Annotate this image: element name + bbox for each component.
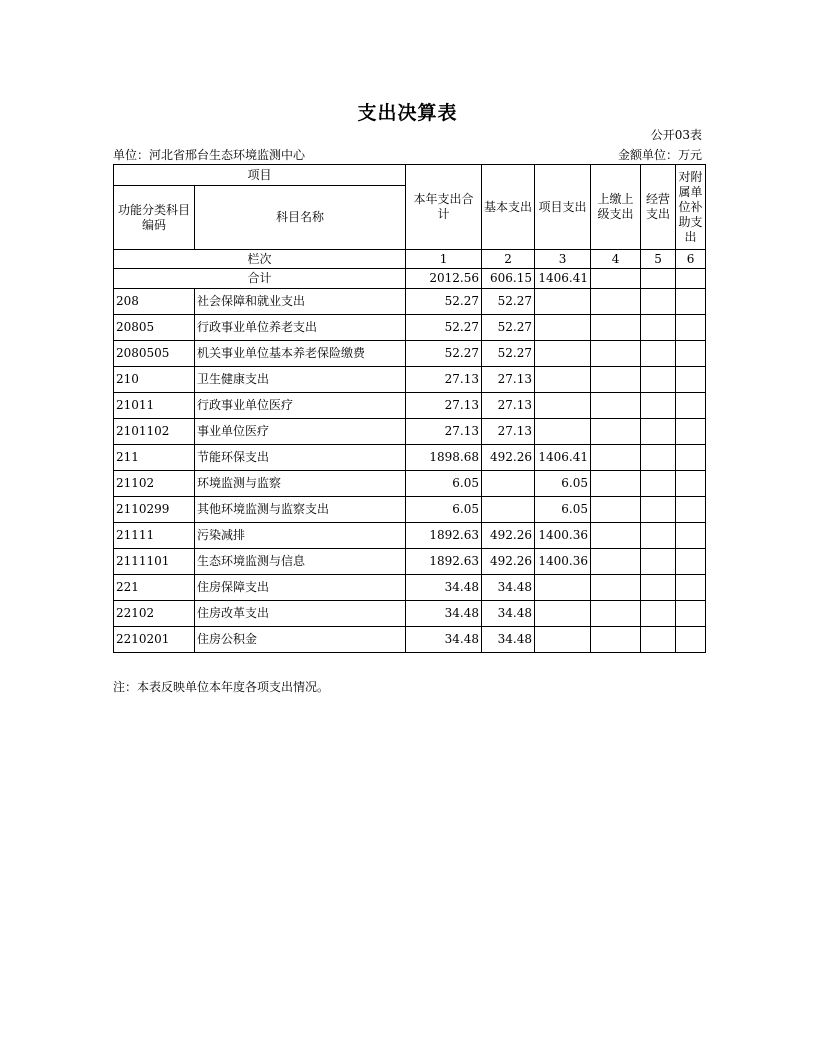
cell-upper <box>591 575 641 601</box>
cell-affiliate <box>676 523 706 549</box>
cell-basic: 27.13 <box>482 393 535 419</box>
cell-basic: 492.26 <box>482 445 535 471</box>
cell-code: 211 <box>114 445 195 471</box>
cell-total: 34.48 <box>406 627 482 653</box>
cell-total: 6.05 <box>406 471 482 497</box>
cell-upper <box>591 497 641 523</box>
cell-upper <box>591 419 641 445</box>
cell-code: 210 <box>114 367 195 393</box>
cell-name: 机关事业单位基本养老保险缴费 <box>195 341 406 367</box>
table-row <box>114 341 706 367</box>
col-num-4: 4 <box>591 250 641 269</box>
table-row <box>114 497 706 523</box>
cell-name: 事业单位医疗 <box>195 419 406 445</box>
cell-code: 2111101 <box>114 549 195 575</box>
cell-project <box>535 289 591 315</box>
table-row <box>114 315 706 341</box>
cell-project <box>535 367 591 393</box>
cell-total: 27.13 <box>406 393 482 419</box>
cell-business <box>641 289 676 315</box>
cell-project <box>535 393 591 419</box>
footnote: 注：本表反映单位本年度各项支出情况。 <box>113 680 330 694</box>
cell-project <box>535 575 591 601</box>
cell-affiliate <box>676 341 706 367</box>
summary-project: 1406.41 <box>535 269 591 289</box>
cell-code: 22102 <box>114 601 195 627</box>
col-num-6: 6 <box>676 250 706 269</box>
cell-affiliate <box>676 471 706 497</box>
col-num-1: 1 <box>406 250 482 269</box>
cell-project <box>535 315 591 341</box>
cell-name: 住房保障支出 <box>195 575 406 601</box>
header-row-no: 栏次 <box>114 250 406 269</box>
cell-total: 6.05 <box>406 497 482 523</box>
cell-name: 生态环境监测与信息 <box>195 549 406 575</box>
cell-upper <box>591 393 641 419</box>
cell-code: 21011 <box>114 393 195 419</box>
cell-business <box>641 523 676 549</box>
cell-total: 1898.68 <box>406 445 482 471</box>
cell-upper <box>591 471 641 497</box>
cell-total: 1892.63 <box>406 549 482 575</box>
cell-basic: 34.48 <box>482 575 535 601</box>
table-row <box>114 523 706 549</box>
cell-basic: 492.26 <box>482 523 535 549</box>
cell-project <box>535 419 591 445</box>
header-total: 本年支出合计 <box>406 165 482 250</box>
cell-name: 卫生健康支出 <box>195 367 406 393</box>
cell-code: 221 <box>114 575 195 601</box>
table-row <box>114 601 706 627</box>
header-affiliate: 对附属单位补助支出 <box>676 165 706 250</box>
summary-upper <box>591 269 641 289</box>
cell-code: 21102 <box>114 471 195 497</box>
cell-basic <box>482 497 535 523</box>
cell-affiliate <box>676 367 706 393</box>
header-code: 功能分类科目编码 <box>114 186 195 250</box>
reporting-unit: 单位：河北省邢台生态环境监测中心 <box>113 148 306 162</box>
cell-affiliate <box>676 601 706 627</box>
cell-upper <box>591 341 641 367</box>
summary-total: 2012.56 <box>406 269 482 289</box>
cell-business <box>641 393 676 419</box>
cell-upper <box>591 601 641 627</box>
cell-project: 1400.36 <box>535 549 591 575</box>
table-row <box>114 549 706 575</box>
cell-basic: 27.13 <box>482 367 535 393</box>
cell-project <box>535 341 591 367</box>
cell-project: 1400.36 <box>535 523 591 549</box>
cell-upper <box>591 367 641 393</box>
col-num-3: 3 <box>535 250 591 269</box>
col-num-2: 2 <box>482 250 535 269</box>
cell-basic: 52.27 <box>482 315 535 341</box>
cell-code: 21111 <box>114 523 195 549</box>
money-unit: 金额单位：万元 <box>617 148 702 162</box>
cell-project: 6.05 <box>535 497 591 523</box>
header-basic: 基本支出 <box>482 165 535 250</box>
cell-upper <box>591 523 641 549</box>
cell-upper <box>591 289 641 315</box>
cell-business <box>641 497 676 523</box>
table-row <box>114 289 706 315</box>
summary-label: 合计 <box>114 269 406 289</box>
table-row <box>114 627 706 653</box>
cell-code: 2210201 <box>114 627 195 653</box>
cell-basic <box>482 471 535 497</box>
cell-name: 行政事业单位医疗 <box>195 393 406 419</box>
cell-business <box>641 601 676 627</box>
cell-business <box>641 575 676 601</box>
page-title: 支出决算表 <box>357 102 458 124</box>
cell-affiliate <box>676 289 706 315</box>
cell-name: 其他环境监测与监察支出 <box>195 497 406 523</box>
cell-basic: 34.48 <box>482 627 535 653</box>
cell-name: 住房改革支出 <box>195 601 406 627</box>
cell-basic: 27.13 <box>482 419 535 445</box>
cell-name: 环境监测与监察 <box>195 471 406 497</box>
cell-total: 27.13 <box>406 419 482 445</box>
cell-upper <box>591 315 641 341</box>
cell-project <box>535 627 591 653</box>
cell-affiliate <box>676 419 706 445</box>
cell-total: 52.27 <box>406 315 482 341</box>
cell-code: 2101102 <box>114 419 195 445</box>
cell-upper <box>591 627 641 653</box>
header-upper: 上缴上级支出 <box>591 165 641 250</box>
cell-code: 20805 <box>114 315 195 341</box>
header-business: 经营支出 <box>641 165 676 250</box>
table-row <box>114 419 706 445</box>
summary-business <box>641 269 676 289</box>
cell-total: 52.27 <box>406 341 482 367</box>
cell-business <box>641 627 676 653</box>
cell-affiliate <box>676 393 706 419</box>
summary-row <box>114 269 706 289</box>
cell-basic: 52.27 <box>482 341 535 367</box>
header-item: 项目 <box>114 165 406 186</box>
cell-business <box>641 471 676 497</box>
table-row <box>114 575 706 601</box>
expenditure-table <box>113 164 706 653</box>
cell-total: 1892.63 <box>406 523 482 549</box>
cell-affiliate <box>676 497 706 523</box>
summary-basic: 606.15 <box>482 269 535 289</box>
header-name: 科目名称 <box>195 186 406 250</box>
cell-business <box>641 315 676 341</box>
cell-name: 行政事业单位养老支出 <box>195 315 406 341</box>
cell-affiliate <box>676 627 706 653</box>
cell-affiliate <box>676 445 706 471</box>
cell-project <box>535 601 591 627</box>
cell-project: 6.05 <box>535 471 591 497</box>
cell-business <box>641 367 676 393</box>
cell-business <box>641 419 676 445</box>
cell-name: 节能环保支出 <box>195 445 406 471</box>
cell-basic: 492.26 <box>482 549 535 575</box>
cell-affiliate <box>676 575 706 601</box>
cell-code: 2080505 <box>114 341 195 367</box>
form-number: 公开03表 <box>650 128 702 142</box>
cell-business <box>641 341 676 367</box>
cell-basic: 52.27 <box>482 289 535 315</box>
col-num-5: 5 <box>641 250 676 269</box>
cell-name: 社会保障和就业支出 <box>195 289 406 315</box>
header-project: 项目支出 <box>535 165 591 250</box>
cell-code: 2110299 <box>114 497 195 523</box>
cell-upper <box>591 549 641 575</box>
table-row <box>114 471 706 497</box>
cell-affiliate <box>676 549 706 575</box>
summary-affiliate <box>676 269 706 289</box>
table-row <box>114 445 706 471</box>
cell-basic: 34.48 <box>482 601 535 627</box>
cell-total: 27.13 <box>406 367 482 393</box>
cell-name: 住房公积金 <box>195 627 406 653</box>
cell-total: 34.48 <box>406 601 482 627</box>
cell-project: 1406.41 <box>535 445 591 471</box>
table-row <box>114 367 706 393</box>
cell-name: 污染减排 <box>195 523 406 549</box>
cell-total: 34.48 <box>406 575 482 601</box>
cell-total: 52.27 <box>406 289 482 315</box>
cell-business <box>641 445 676 471</box>
cell-upper <box>591 445 641 471</box>
cell-code: 208 <box>114 289 195 315</box>
cell-affiliate <box>676 315 706 341</box>
table-row <box>114 393 706 419</box>
cell-business <box>641 549 676 575</box>
